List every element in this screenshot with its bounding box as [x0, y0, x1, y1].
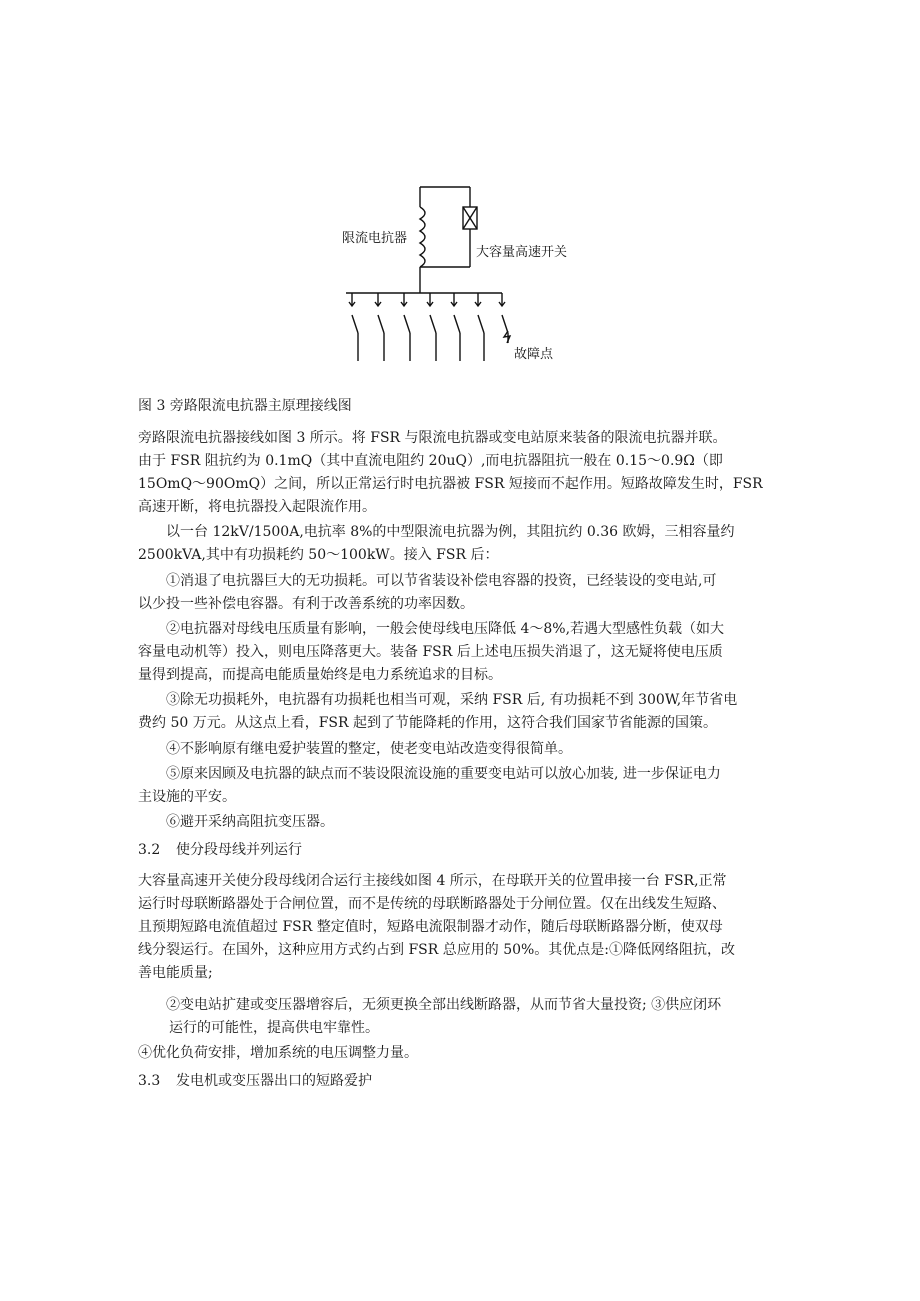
paragraph-line: 大容量高速开关使分段母线闭合运行主接线如图 4 所示，在母联开关的位置串接一台 FSR,正常 — [138, 873, 727, 889]
benefit-item: ④不影响原有继电爱护装置的整定，使老变电站改造变得很简单。 — [166, 741, 572, 757]
paragraph-line: 高速开断，将电抗器投入起限流作用。 — [138, 499, 376, 515]
section-title: 发电机或变压器出口的短路爱护 — [176, 1073, 372, 1089]
paragraph-line: 旁路限流电抗器接线如图 3 所示。将 FSR 与限流电抗器或变电站原来装备的限流电抗器并联。 — [138, 430, 727, 446]
reactor-coil-icon — [420, 207, 425, 267]
benefit-item: 费约 50 万元。从这点上看，FSR 起到了节能降耗的作用，这符合我们国家节省能源的国策。 — [138, 715, 718, 731]
paragraph-line: 善电能质量; — [138, 965, 213, 981]
advantage-item: ②变电站扩建或变压器增容后，无须更换全部出线断路器，从而节省大量投资; ③供应闭环 — [166, 997, 722, 1013]
section-number: 3.3 — [138, 1073, 161, 1089]
benefit-item: 容量电动机等）投入，则电压降落更大。装备 FSR 后上述电压损失消退了，这无疑将使电压质 — [138, 644, 723, 660]
benefit-item: 量得到提高，而提高电能质量始终是电力系统追求的目标。 — [138, 667, 502, 683]
benefit-item: 以少投一些补偿电容器。有利于改善系统的功率因数。 — [138, 596, 474, 612]
figure-caption: 图 3 旁路限流电抗器主原理接线图 — [138, 398, 352, 414]
fault-point-label: 故障点 — [514, 347, 554, 362]
fault-point-icon — [504, 331, 510, 343]
switch-label: 大容量高速开关 — [476, 245, 568, 260]
paragraph-line: 2500kVA,其中有功损耗约 50～100kW。接入 FSR 后： — [138, 547, 499, 563]
advantage-item: ④优化负荷安排，增加系统的电压调整力量。 — [138, 1045, 418, 1061]
benefit-item: 主设施的平安。 — [138, 789, 236, 805]
benefit-item: ②电抗器对母线电压质量有影响，一般会使母线电压降低 4～8%,若遇大型感性负载（如大 — [166, 621, 725, 637]
paragraph-line: 以一台 12kV/1500A,电抗率 8%的中型限流电抗器为例，其阻抗约 0.36 欧姆，三相容量约 — [166, 524, 735, 540]
feeder-lines — [349, 293, 508, 361]
benefit-item: ③除无功损耗外，电抗器有功损耗也相当可观，采纳 FSR 后, 有功损耗不到 300W,年节省电 — [166, 692, 738, 708]
section-title: 使分段母线并列运行 — [176, 842, 302, 858]
section-heading-3-3 — [138, 1071, 788, 1091]
benefit-item: ①消退了电抗器巨大的无功损耗。可以节省装设补偿电容器的投资，已经装设的变电站,可 — [166, 573, 717, 589]
paragraph-line: 运行时母联断路器处于合闸位置，而不是传统的母联断路器处于分闸位置。仅在出线发生短路、 — [138, 896, 726, 912]
section-heading-3-2 — [138, 840, 788, 860]
section-number: 3.2 — [138, 842, 161, 858]
paragraph-line: 由于 FSR 阻抗约为 0.1mQ（其中直流电阻约 20uQ）,而电抗器阻抗一般在 0.15～0.9Ω（即 — [138, 453, 723, 469]
circuit-diagram-svg — [338, 183, 574, 365]
benefit-item: ⑥避开采纳高阻抗变压器。 — [166, 814, 334, 830]
benefit-item: ⑤原来因顾及电抗器的缺点而不装设限流设施的重要变电站可以放心加装, 进一步保证电力 — [166, 766, 721, 782]
circuit-diagram — [338, 183, 574, 365]
advantage-item: 运行的可能性，提高供电牢靠性。 — [169, 1020, 379, 1036]
paragraph-line: 且预期短路电流值超过 FSR 整定值时，短路电流限制器才动作，随后母联断路器分断，使双母 — [138, 919, 723, 935]
paragraph-line: 线分裂运行。在国外，这种应用方式约占到 FSR 总应用的 50%。其优点是:①降低网络阻抗，改 — [138, 942, 736, 958]
reactor-label: 限流电抗器 — [342, 231, 408, 246]
paragraph-line: 15OmQ～90OmQ）之间，所以正常运行时电抗器被 FSR 短接而不起作用。短路故障发生时，FSR — [138, 476, 763, 492]
